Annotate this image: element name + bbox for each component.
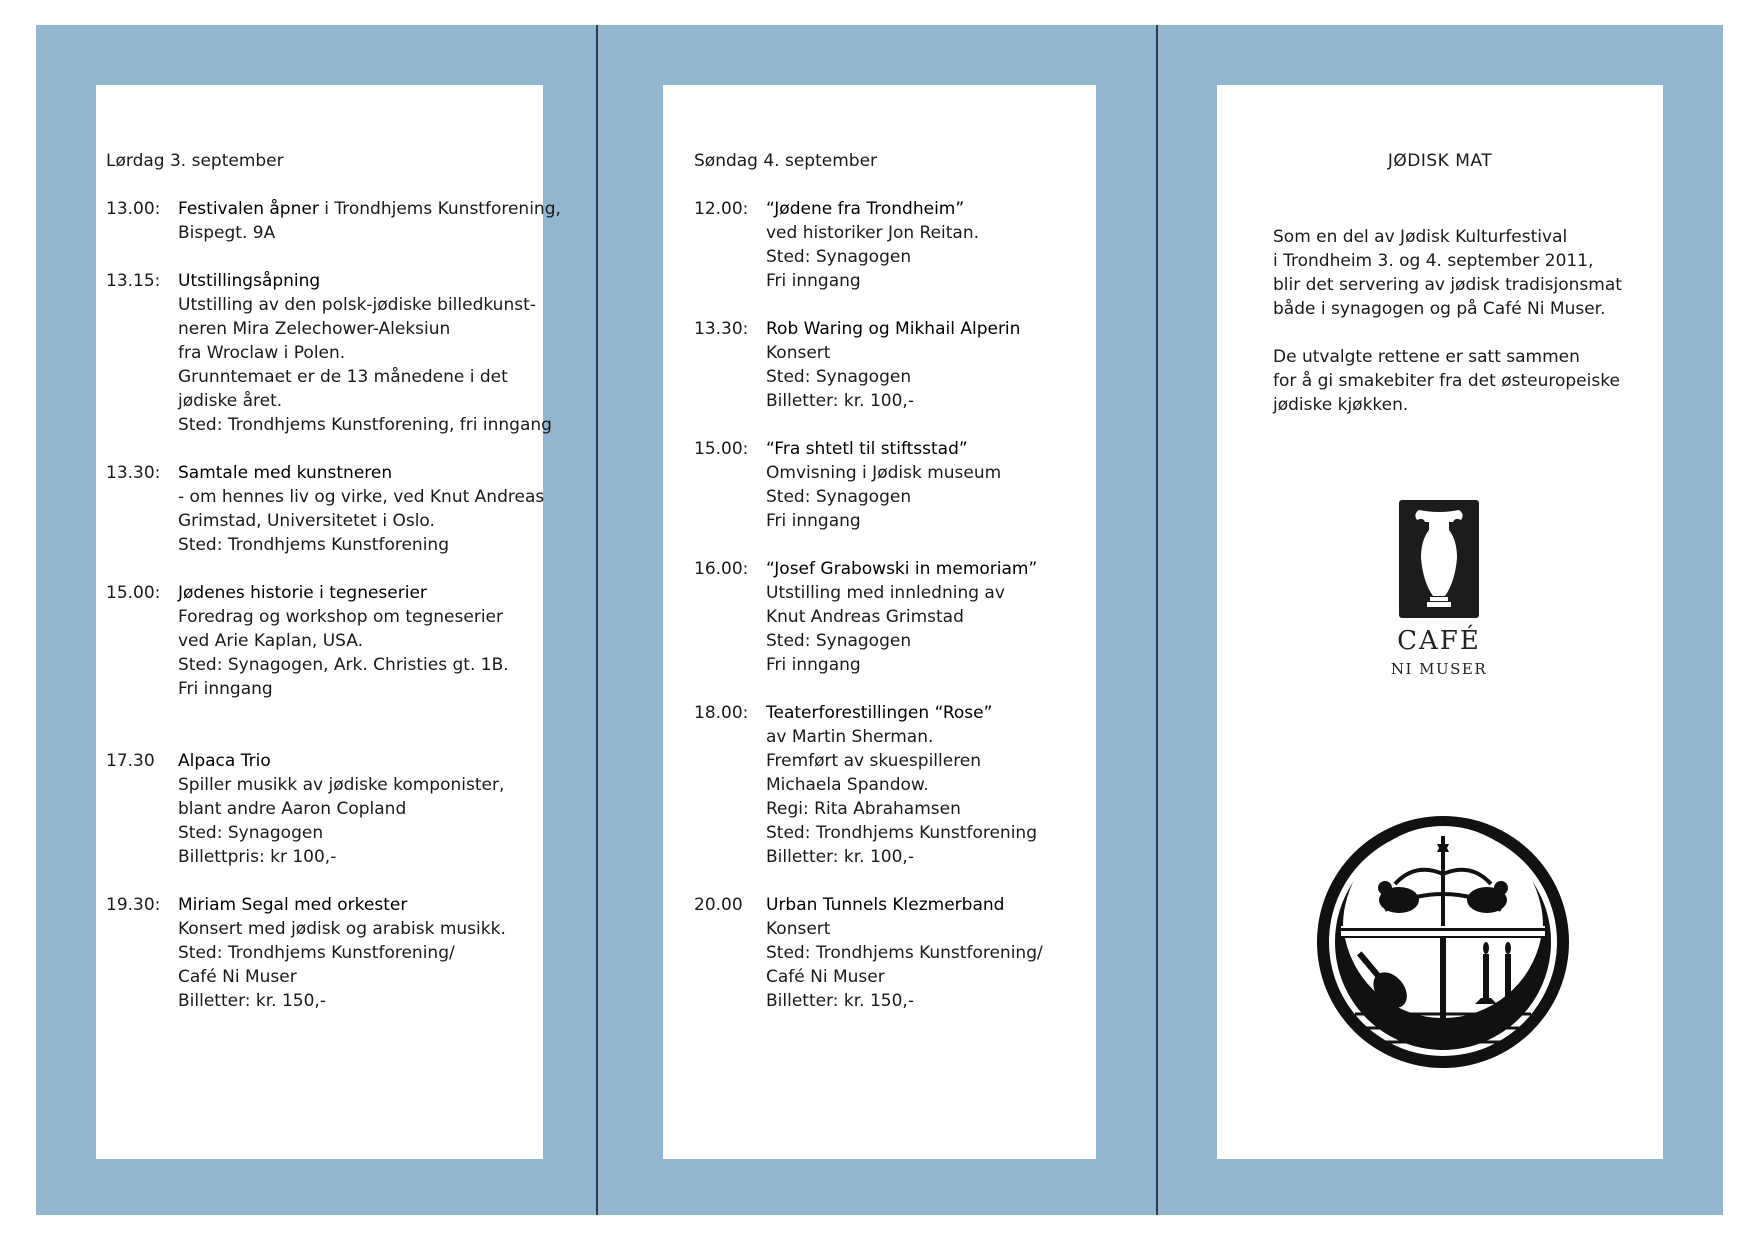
event-title: Alpaca Trio: [178, 751, 271, 771]
event-title: Jødenes historie i tegneserier: [178, 583, 427, 603]
event-time: 13.00:: [106, 199, 161, 219]
event-time: 16.00:: [694, 559, 749, 579]
event-title: Samtale med kunstneren: [178, 463, 393, 483]
event-title-rest: i Trondhjems Kunstforening,: [318, 199, 561, 219]
event-line: Fri inngang: [766, 511, 861, 531]
event-line: Sted: Synagogen: [178, 823, 324, 843]
event-line: Fri inngang: [766, 655, 861, 675]
event-time: 20.00: [694, 895, 743, 915]
event-line: Billetter: kr. 100,-: [766, 391, 914, 411]
event-time: 12.00:: [694, 199, 749, 219]
event-line: Knut Andreas Grimstad: [766, 607, 964, 627]
event-title: Utstillingsåpning: [178, 271, 321, 291]
event-line: av Martin Sherman.: [766, 727, 934, 747]
event-line: Sted: Synagogen: [766, 631, 912, 651]
event-line: Sted: Trondhjems Kunstforening, fri inngang: [178, 415, 552, 435]
food-line: blir det servering av jødisk tradisjonsmat: [1273, 275, 1622, 295]
fold-line: [596, 25, 598, 1215]
event-line: Fremført av skuespilleren: [766, 751, 982, 771]
event-line: Utstilling med innledning av: [766, 583, 1005, 603]
event-line: - om hennes liv og virke, ved Knut Andreas: [178, 487, 545, 507]
event-line: neren Mira Zelechower-Aleksiun: [178, 319, 451, 339]
event-line: Fri inngang: [178, 679, 273, 699]
event-line: Café Ni Muser: [178, 967, 297, 987]
saturday-heading: Lørdag 3. september: [106, 151, 284, 171]
food-line: jødiske kjøkken.: [1273, 395, 1409, 415]
event-line: Michaela Spandow.: [766, 775, 929, 795]
event-line: Sted: Synagogen, Ark. Christies gt. 1B.: [178, 655, 509, 675]
event-title: “Josef Grabowski in memoriam”: [766, 559, 1038, 579]
event-line: Fri inngang: [766, 271, 861, 291]
event-line: Sted: Trondhjems Kunstforening: [178, 535, 449, 555]
event-line: Utstilling av den polsk-jødiske billedkunst-: [178, 295, 536, 315]
event-title: “Fra shtetl til stiftsstad”: [766, 439, 968, 459]
food-line: for å gi smakebiter fra det østeuropeiske: [1273, 371, 1620, 391]
event-time: 13.15:: [106, 271, 161, 291]
food-line: i Trondheim 3. og 4. september 2011,: [1273, 251, 1594, 271]
event-line: ved Arie Kaplan, USA.: [178, 631, 363, 651]
food-title: JØDISK MAT: [1387, 151, 1493, 171]
event-time: 13.30:: [694, 319, 749, 339]
event-line: Konsert: [766, 919, 831, 939]
event-title: Teaterforestillingen “Rose”: [766, 703, 993, 723]
sunday-heading: Søndag 4. september: [694, 151, 878, 171]
saturday-panel: [96, 85, 561, 1159]
event-line: blant andre Aaron Copland: [178, 799, 407, 819]
event-title: Miriam Segal med orkester: [178, 895, 408, 915]
event-title: Rob Waring og Mikhail Alperin: [766, 319, 1021, 339]
event-title: Festivalen åpner: [178, 199, 319, 219]
event-line: Grunntemaet er de 13 månedene i det: [178, 367, 508, 387]
event-line: Sted: Trondhjems Kunstforening/: [178, 943, 455, 963]
event-line: ved historiker Jon Reitan.: [766, 223, 980, 243]
event-line: Sted: Trondhjems Kunstforening/: [766, 943, 1043, 963]
event-line: Sted: Synagogen: [766, 247, 912, 267]
event-time: 18.00:: [694, 703, 749, 723]
event-line: Bispegt. 9A: [178, 223, 276, 243]
event-line: Konsert med jødisk og arabisk musikk.: [178, 919, 506, 939]
event-time: 15.00:: [106, 583, 161, 603]
logo-box: [1399, 500, 1479, 618]
event-line: Sted: Synagogen: [766, 487, 912, 507]
food-panel: [1217, 85, 1663, 1159]
event-time: 17.30: [106, 751, 155, 771]
event-line: Omvisning i Jødisk museum: [766, 463, 1002, 483]
event-line: Foredrag og workshop om tegneserier: [178, 607, 503, 627]
food-line: Som en del av Jødisk Kulturfestival: [1273, 227, 1568, 247]
fold-line: [1156, 25, 1158, 1215]
event-line: Konsert: [766, 343, 831, 363]
event-line: Sted: Synagogen: [766, 367, 912, 387]
food-line: både i synagogen og på Café Ni Muser.: [1273, 299, 1606, 319]
event-line: Billettpris: kr 100,-: [178, 847, 337, 867]
food-paragraph: [1273, 225, 1622, 321]
event-title: “Jødene fra Trondheim”: [766, 199, 965, 219]
event-time: 13.30:: [106, 463, 161, 483]
food-paragraph: [1273, 345, 1620, 417]
event-line: Billetter: kr. 150,-: [766, 991, 914, 1011]
logo-word-ni-muser: NI MUSER: [1390, 660, 1488, 678]
event-line: Café Ni Muser: [766, 967, 885, 987]
event-line: Regi: Rita Abrahamsen: [766, 799, 961, 819]
cafe-ni-muser-logo: [1390, 500, 1509, 678]
vase-icon: [1399, 500, 1479, 618]
papercut-medallion-icon: [1315, 814, 1571, 1070]
event-time: 19.30:: [106, 895, 161, 915]
food-line: De utvalgte rettene er satt sammen: [1273, 347, 1580, 367]
event-line: Sted: Trondhjems Kunstforening: [766, 823, 1037, 843]
sunday-panel: [663, 85, 1096, 1159]
event-line: Billetter: kr. 100,-: [766, 847, 914, 867]
logo-word-cafe: CAFÉ: [1397, 626, 1481, 656]
event-line: Billetter: kr. 150,-: [178, 991, 326, 1011]
event-line: Spiller musikk av jødiske komponister,: [178, 775, 505, 795]
event-line: fra Wroclaw i Polen.: [178, 343, 346, 363]
event-title: Urban Tunnels Klezmerband: [766, 895, 1005, 915]
event-line: Grimstad, Universitetet i Oslo.: [178, 511, 435, 531]
event-time: 15.00:: [694, 439, 749, 459]
event-line: jødiske året.: [178, 391, 283, 411]
